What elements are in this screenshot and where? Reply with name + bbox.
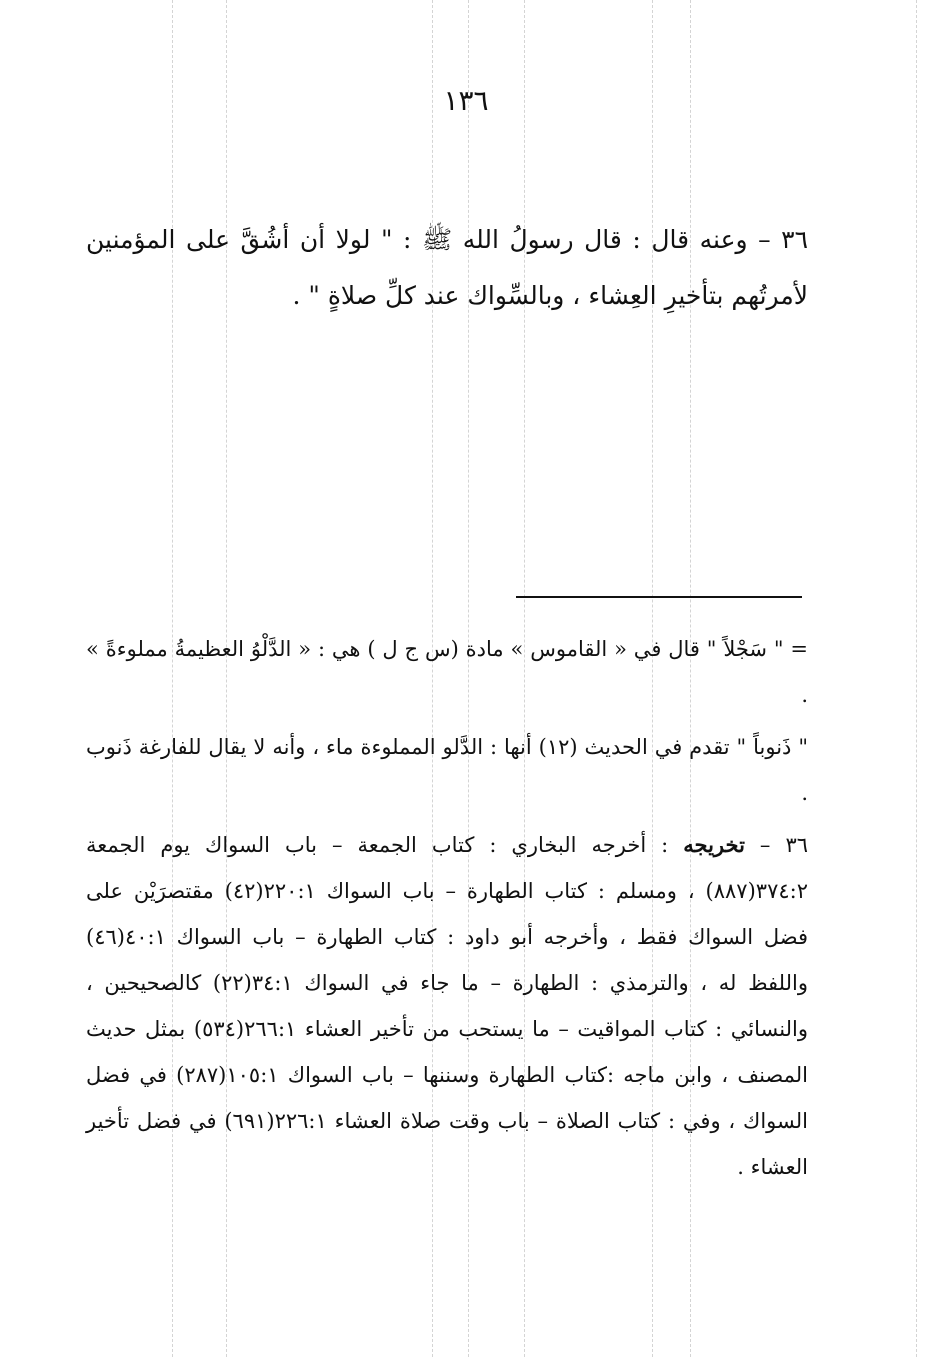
footnote-dhanub: " ذَنوباً " تقدم في الحديث (١٢) أنها : الدَّلو المملوءة ماء ، وأنه لا يقال للفارغة ذَنوب . [86, 735, 808, 805]
footnotes-block [86, 626, 808, 1196]
hadith-text-block [86, 212, 808, 324]
takhrij-number: ٣٦ – [744, 833, 808, 857]
takhrij-body: : أخرجه البخاري : كتاب الجمعة – باب السواك يوم الجمعة ٣٧٤:٢(٨٨٧) ، ومسلم : كتاب الطهارة – باب السواك ٢٢٠:١(٤٢) مقتصرَيْن على فضل السواك فقط ، وأخرجه أبو داود : كتاب الطهارة – باب السواك ٤٠:١(٤٦) واللفظ له ، والترمذي : الطهارة – ما جاء في السواك ٣٤:١(٢٢) كالصحيحين ، والنسائي : كتاب المواقيت – ما يستحب من تأخير العشاء ٢٦٦:١(٥٣٤) بمثل حديث المصنف ، وابن ماجه :كتاب الطهارة وسننها – باب السواك ١٠٥:١(٢٨٧) في فضل السواك ، وفي : كتاب الصلاة – باب وقت صلاة العشاء ٢٢٦:١(٦٩١) في فضل تأخير العشاء . [86, 833, 809, 1179]
footnote-sajl: = " سَجْلاً " قال في « القاموس » مادة (س ج ل ) هي : « الدَّلْوُ العظيمةُ مملوءةً » . [86, 637, 808, 707]
scan-guide-line [916, 0, 917, 1357]
takhrij-label: تخريجه [683, 832, 745, 857]
footnote-separator [516, 596, 802, 598]
hadith-paragraph: ٣٦ – وعنه قال : قال رسولُ الله ﷺ : " لولا أن أشُقَّ على المؤمنين لأمرتُهم بتأخيرِ العِشاء ، وبالسِّواك عند كلِّ صلاةٍ " . [86, 225, 808, 310]
page-number: ١٣٦ [443, 84, 489, 117]
footnote-takhrij [86, 822, 808, 1190]
